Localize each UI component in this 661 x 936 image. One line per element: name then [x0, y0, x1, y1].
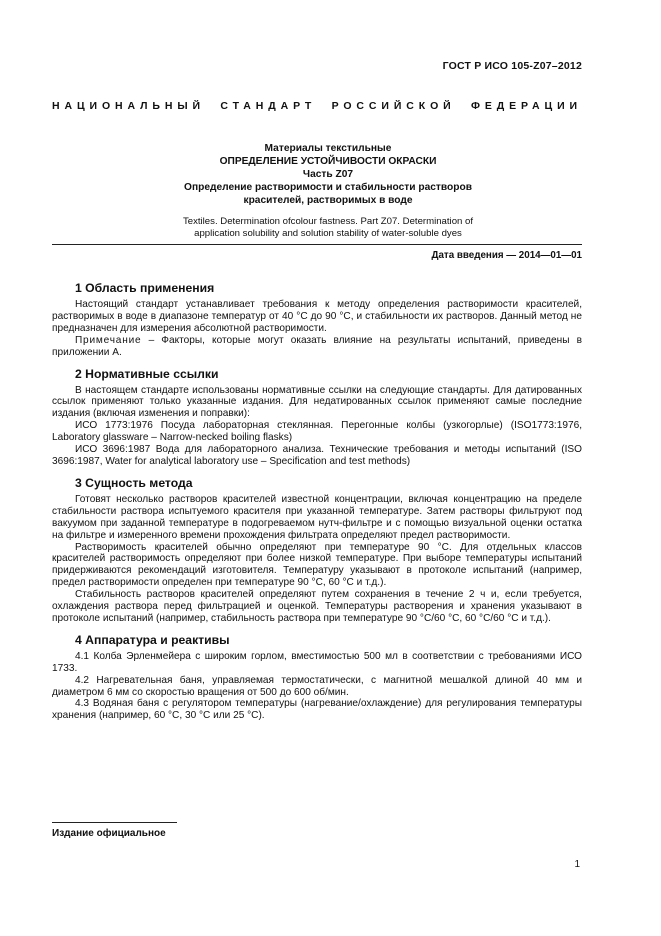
paragraph: 4.2 Нагревательная баня, управляемая термостатически, с магнитной мешалкой длиной 40 мм и диаметром 6 мм со скоростью вращения от 500 до 600 об/мин.	[52, 674, 582, 698]
english-title-line-2: application solubility and solution stability of water-soluble dyes	[194, 228, 462, 239]
page-number: 1	[574, 859, 580, 870]
note-paragraph	[52, 335, 582, 359]
title-line-3: Часть Z07	[302, 169, 354, 180]
paragraph: Стабильность растворов красителей определяют путем сохранения в течение 2 ч и, если требуется, охлаждения раствора перед фильтрацией и оценкой. Температуры растворения и хранения указывают в протоколе испытаний (например, стабильность раствора при температуре 90 °С/60 °С, 60 °С/60 °С и т.д.).	[52, 589, 582, 624]
title-line-5: красителей, растворимых в воде	[243, 195, 413, 206]
paragraph: В настоящем стандарте использованы нормативные ссылки на следующие стандарты. Для датированных ссылок применяют только указанные издания. Для недатированных ссылок применяют самые последние издания (включая изменения и поправки):	[52, 384, 582, 420]
section-scope	[52, 281, 582, 359]
document-body	[52, 281, 582, 730]
title-line-4: Определение растворимости и стабильности растворов	[184, 182, 472, 193]
paragraph: Настоящий стандарт устанавливает требования к методу определения растворимости красителей, растворимых в воде в диапазоне температур от 40 °С до 90 °С, и стабильности их растворов. Данный метод не предназначен для измерения абсолютной растворимости.	[52, 299, 582, 334]
paragraph: Готовят несколько растворов красителей известной концентрации, включая концентрацию на пределе стабильности раствора испытуемого красителя при указанной температуре. Затем растворы фильтруют под вакуумом при заданной температуре в подогреваемом нутч-фильтре и с помощью визуальной оценки остатка на фильтре и измеренного времени прохождения фильтрата определяют предел растворимости.	[52, 493, 582, 541]
title-line-2: ОПРЕДЕЛЕНИЕ УСТОЙЧИВОСТИ ОКРАСКИ	[219, 156, 437, 167]
section-method-principle	[52, 476, 582, 625]
footer-divider	[52, 822, 177, 823]
document-title-block	[74, 142, 582, 207]
section-heading: 3 Сущность метода	[75, 475, 193, 490]
note-text: – Факторы, которые могут оказать влияние на результаты испытаний, приведены в приложении А.	[52, 334, 582, 358]
paragraph: ИСО 3696:1987 Вода для лабораторного анализа. Технические требования и методы испытаний (ISO 3696:1987, Water for analytical laboratory use – Specification and test methods)	[52, 444, 582, 467]
section-normative-references	[52, 367, 582, 468]
header-divider	[52, 244, 582, 245]
paragraph: ИСО 1773:1976 Посуда лабораторная стеклянная. Перегонные колбы (узкогорлые) (ISO1773:1976, Laboratory glassware – Narrow-necked boiling flasks)	[52, 420, 582, 444]
edition-label: Издание официальное	[52, 828, 166, 839]
document-id: ГОСТ Р ИСО 105-Z07–2012	[442, 60, 582, 72]
section-heading: 1 Область применения	[75, 281, 215, 295]
section-apparatus	[52, 633, 582, 722]
english-title-line-1: Textiles. Determination ofcolour fastness. Part Z07. Determination of	[182, 216, 474, 227]
paragraph: 4.3 Водяная баня с регулятором температуры (нагревание/охлаждение) для регулирования температуры хранения (например, 60 °С, 30 °С или 25 °С).	[52, 698, 582, 722]
paragraph: Растворимость красителей обычно определяют при температуре 90 °С. Для отдельных классов красителей растворимость определяют при более низкой температуре. При выборе температуры испытаний придерживаются рекомендаций изготовителя. Температуру указывают в протоколе испытаний (например, предел растворимости определен при температуре 90 °С, 60 °С и т.д.).	[52, 541, 582, 589]
paragraph: 4.1 Колба Эрленмейера с широким горлом, вместимостью 500 мл в соответствии с требованиями ИСО 1733.	[52, 650, 582, 674]
introduction-date: Дата введения — 2014—01—01	[431, 250, 582, 261]
section-heading: 2 Нормативные ссылки	[75, 366, 219, 381]
section-heading: 4 Аппаратура и реактивы	[75, 632, 230, 647]
title-line-1: Материалы текстильные	[264, 143, 392, 154]
note-label: Примечание	[75, 334, 142, 346]
english-title-block	[74, 216, 582, 240]
national-standard-heading: НАЦИОНАЛЬНЫЙ СТАНДАРТ РОССИЙСКОЙ ФЕДЕРАЦИИ	[52, 100, 582, 112]
